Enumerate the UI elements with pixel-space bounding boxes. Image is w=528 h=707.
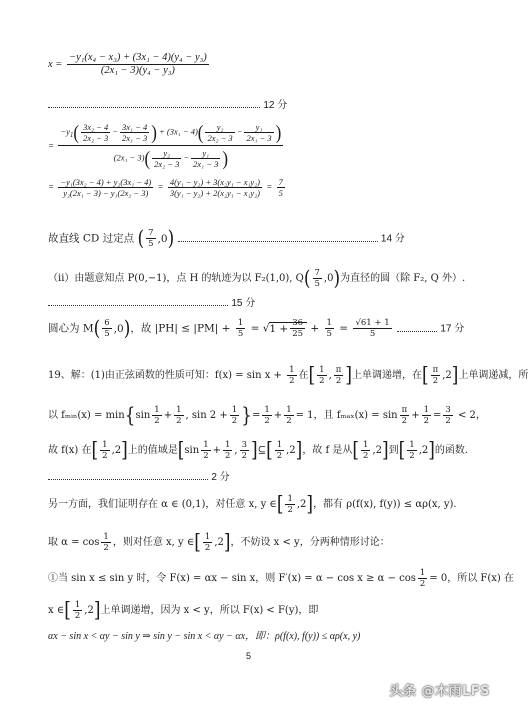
nested-fraction: $-y_1$( $\frac{\text{3x₂ − 4}}{\text{2x₂ − 3}}$ − $\frac{\text{3x₁ − 4}}{\text{2x₁ − 3}}$ ) + (3x₁ − 4)( $\frac{\text{y₂}}{\text{2x₂ − 3}}$ − $\frac{\text{y₁}}{\text{2x₁ − 3}}$ ) (2x₁ − 3)( $\frac{\text{y₂}}{\text{2x₂ − 3}}$ − $\frac{\text{y₁}}{\text{2x₁ − 3}}$ ): [60, 120, 282, 170]
circle-center-line: 圆心为 M( $\frac{6}{5}$ ,0)，故 |PH| ≤ |PM| + $\frac{1}{5}$ = √1 + $\frac{36}{25}$ + $\frac{1}{5}$ = $\frac{√61 + 1}{5}$ 17 分: [48, 316, 465, 341]
watermark: 头条 @木雨LFS: [389, 684, 490, 699]
equation-x: x = $\frac{\text{−y₁(x₄ − x₃) + (3x₁ − 4)(y₄ − y₃)}}{\text{(2x₁ − 3)(y₄ − y₃)}}$: [48, 52, 207, 76]
score-15: 15 分: [231, 298, 256, 309]
score-line-12: [48, 98, 287, 113]
score-17: 17 分: [440, 323, 465, 335]
equation-simplified: = $\frac{\text{−y₁(3x₂ − 4) + y₂(3x₁ − 4)}}{\text{y₂(2x₁ − 3) − y₁(2x₂ − 3)}}$ = $\frac{\text{4(y₁ − y₂) + 3(x₂y₁ − x₁y₂)}}{\text{3(y₁ − y₂) + 2(x₂y₁ − x₁y₂)}}$ = $\frac{7}{5}$: [48, 177, 283, 198]
inequality-line: αx − sin x < αy − sin y ⇒ sin y − sin x < αy − αx，即：ρ(f(x), f(y)) ≤ αρ(x, y): [48, 631, 361, 642]
monotonic-line: x ∈[ $\frac{1}{2}$ ,2]上单调递增，因为 x < y，所以 F(x) < F(y)，即: [48, 598, 319, 623]
conclusion-line-14: 故直线 CD 过定点 ( $\frac{7}{5}$ ,0) 14 分: [48, 226, 405, 251]
fmin-fmax-line: 以 fₘᵢₙ(x) = min{sin $\frac{1}{2}$ + $\frac{1}{2}$ , sin 2 + $\frac{1}{2}$ }= $\frac{1}{2}$ + $\frac{1}{2}$ = 1，且 fₘₐₓ(x) = sin $\frac{\pi}{2}$ + $\frac{1}{2}$ = $\frac{3}{2}$ < 2，: [48, 403, 486, 428]
fraction-denominator: (2x₁ − 3)(y₄ − y₃): [100, 65, 175, 76]
equation-nested: = $-y_1$( $\frac{\text{3x₂ − 4}}{\text{2x₂ − 3}}$ − $\frac{\text{3x₁ − 4}}{\text{2x₁ − 3}}$ ) + (3x₁ − 4)( $\frac{\text{y₂}}{\text{2x₂ − 3}}$ − $\frac{\text{y₁}}{\text{2x₁ − 3}}$ ) (2x₁ − 3)( $\frac{\text{y₂}}{\text{2x₂ − 3}}$ − $\frac{\text{y₁}}{\text{2x₁ − 3}}$ ): [48, 120, 282, 170]
alpha-choice-line: 取 α = cos $\frac{1}{2}$ ，则对任意 x, y ∈[ $\frac{1}{2}$ ,2]，不妨设 x < y，分两种情形讨论：: [48, 530, 390, 555]
existence-line: 另一方面，我们证明存在 α ∈ (0,1)，对任意 x, y ∈[ $\frac{1}{2}$ ,2]，都有 ρ(f(x), f(y)) ≤ αρ(x, y).: [48, 492, 457, 517]
page-number: 5: [246, 651, 252, 661]
part-ii-line: （ii）由题意知点 P(0,−1)，点 H 的轨迹为以 F₂(1,0), Q( $\frac{7}{5}$ ,0)为直径的圆（除 F₂, Q 外）.: [48, 266, 466, 291]
case-one-line: ①当 sin x ≤ sin y 时，令 F(x) = αx − sin x，则 F′(x) = α − cos x ≥ α − cos $\frac{1}{2}$ = 0，所以 F(x) 在: [48, 568, 514, 589]
question-19-line: 19、解：(1)由正弦函数的性质可知：f(x) = sin x + $\frac{1}{2}$ 在[ $\frac{1}{2}$ , $\frac{\pi}{2}$ ]上单调递增，在[ $\frac{\pi}{2}$ ,2]上单调递减，所: [48, 363, 528, 388]
score-14: 14 分: [380, 233, 405, 245]
range-line: 故 f(x) 在[ $\frac{1}{2}$ ,2]上的值域是[sin $\frac{1}{2}$ + $\frac{1}{2}$ , $\frac{3}{2}$ ]⊆[ $\frac{1}{2}$ ,2]，故 f 是从[ $\frac{1}{2}$ ,2]到[ $\frac{1}{2}$ ,2]的函数.: [48, 438, 469, 463]
fraction-numerator: −y₁(x₄ − x₃) + (3x₁ − 4)(y₄ − y₃): [69, 52, 207, 63]
score-line-15: [48, 296, 255, 311]
score-2: 2 分: [211, 472, 230, 483]
score-12: 12 分: [263, 100, 288, 111]
conclusion-text: 故直线 CD 过定点: [48, 232, 135, 245]
score-line-2: [48, 470, 230, 485]
fraction-x: [67, 52, 209, 77]
